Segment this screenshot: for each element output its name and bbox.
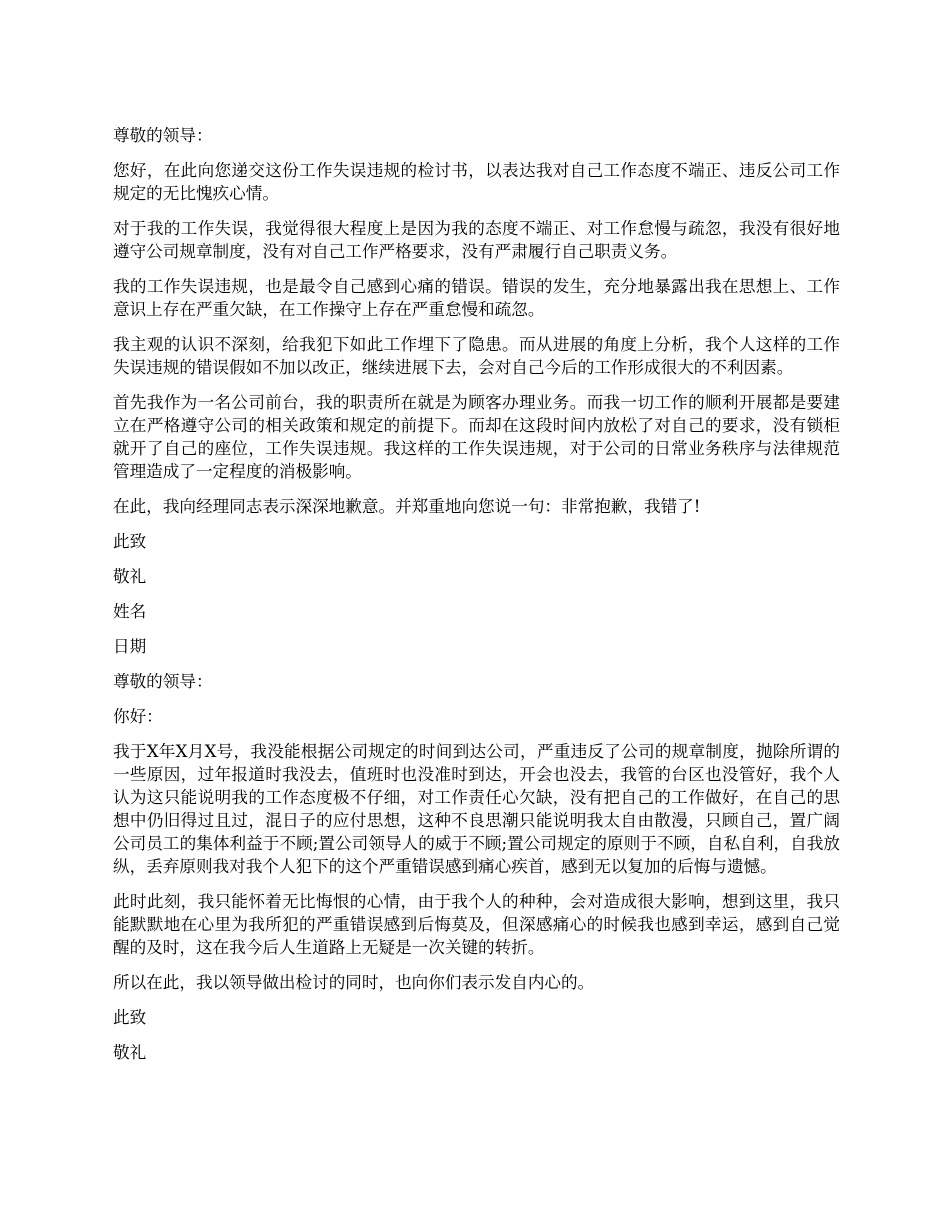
closing-line: 敬礼 <box>113 567 147 586</box>
closing-line: 敬礼 <box>113 1043 147 1062</box>
greeting: 你好： <box>113 707 163 726</box>
body-paragraph: 我主观的认识不深刻，给我犯下如此工作埋下了隐患。而从进展的角度上分析，我个人这样的工作失误违规的错误假如不加以改正，继续进展下去，会对自己今后的工作形成很大的不利因素。 <box>113 335 840 377</box>
body-paragraph: 我于X年X月X号，我没能根据公司规定的时间到达公司，严重违反了公司的规章制度，抛除所谓的一些原因，过年报道时我没去，值班时也没准时到达，开会也没去，我管的台区也没管好，我个人认为这只能说明我的工作态度极不仔细，对工作责任心欠缺，没有把自己的工作做好，在自己的思想中仍旧得过且过，混日子的应付思想，这种不良思潮只能说明我太自由散漫，只顾自己，置广阔公司员工的集体利益于不顾;置公司领导人的威于不顾;置公司规定的原则于不顾，自私自利，自我放纵，丢弃原则我对我个人犯下的这个严重错误感到痛心疾首，感到无以复加的后悔与遗憾。 <box>113 742 840 876</box>
closing-line: 此致 <box>113 1008 147 1027</box>
salutation: 尊敬的领导： <box>113 672 213 691</box>
body-paragraph: 您好，在此向您递交这份工作失误违规的检讨书，以表达我对自己工作态度不端正、违反公司工作规定的无比愧疚心情。 <box>113 161 840 203</box>
body-paragraph: 此时此刻，我只能怀着无比悔恨的心情，由于我个人的种种，会对造成很大影响，想到这里，我只能默默地在心里为我所犯的严重错误感到后悔莫及，但深感痛心的时候我也感到幸运，感到自己觉醒的及时，这在我今后人生道路上无疑是一次关键的转折。 <box>113 892 840 957</box>
body-paragraph: 所以在此，我以领导做出检讨的同时，也向你们表示发自内心的。 <box>113 973 595 992</box>
body-paragraph: 首先我作为一名公司前台，我的职责所在就是为顾客办理业务。而我一切工作的顺利开展都是要建立在严格遵守公司的相关政策和规定的前提下。而却在这段时间内放松了对自己的要求，没有锁柜就开了自己的座位，工作失误违规。我这样的工作失误违规，对于公司的日常业务秩序与法律规范管理造成了一定程度的消极影响。 <box>113 393 840 481</box>
signature-date: 日期 <box>113 637 147 656</box>
body-paragraph: 对于我的工作失误，我觉得很大程度上是因为我的态度不端正、对工作怠慢与疏忽，我没有很好地遵守公司规章制度，没有对自己工作严格要求，没有严肃履行自己职责义务。 <box>113 219 840 261</box>
closing-line: 此致 <box>113 532 147 551</box>
signature-name: 姓名 <box>113 602 147 621</box>
body-paragraph: 在此，我向经理同志表示深深地歉意。并郑重地向您说一句：非常抱歉，我错了! <box>113 497 701 516</box>
salutation: 尊敬的领导： <box>113 126 213 145</box>
body-paragraph: 我的工作失误违规，也是最令自己感到心痛的错误。错误的发生，充分地暴露出我在思想上、工作意识上存在严重欠缺，在工作操守上存在严重怠慢和疏忽。 <box>113 277 840 319</box>
